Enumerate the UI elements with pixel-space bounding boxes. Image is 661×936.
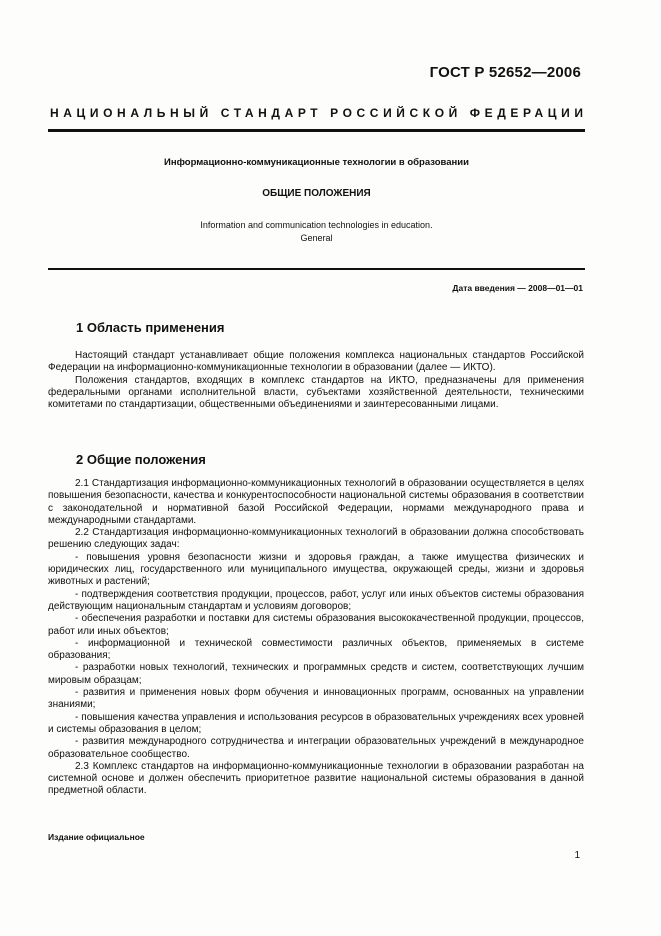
list-item: - подтверждения соответствия продукции, процессов, работ, услуг или иных объектов системы образования действующим национальным стандартам и условиям договоров; <box>48 588 584 612</box>
section-1-heading: 1 Область применения <box>76 320 225 335</box>
header-rule <box>48 129 585 132</box>
title-rule <box>48 268 585 270</box>
english-title <box>48 219 585 245</box>
page-number: 1 <box>574 850 580 861</box>
list-item: - разработки новых технологий, технических и программных средств и систем, соответствующих лучшим мировым образцам; <box>48 662 584 686</box>
paragraph: 2.3 Комплекс стандартов на информационно-коммуникационные технологии в образовании разработан на системной основе и должен обеспечить приоритетное развитие национальной системы образования в данной предметной области. <box>48 760 584 797</box>
section-2-heading: 2 Общие положения <box>76 452 206 467</box>
list-item: - развития и применения новых форм обучения и инновационных программ, основанных на управлении знаниями; <box>48 687 584 711</box>
national-standard-header: НАЦИОНАЛЬНЫЙ СТАНДАРТ РОССИЙСКОЙ ФЕДЕРАЦИИ <box>50 106 588 120</box>
list-item: - повышения уровня безопасности жизни и здоровья граждан, а также имущества физических и юридических лиц, государственного или муниципального имущества, окружающей среды, жизни и здоровья животных и растений; <box>48 551 584 588</box>
paragraph: 2.2 Стандартизация информационно-коммуникационных технологий в образовании должна способствовать решению следующих задач: <box>48 527 584 551</box>
document-subtitle: ОБЩИЕ ПОЛОЖЕНИЯ <box>262 188 371 199</box>
paragraph: 2.1 Стандартизация информационно-коммуникационных технологий в образовании осуществляется в целях повышения безопасности, качества и конкурентоспособности национальной системы образования в соответствии с законодательной и нормативной базой Российской Федерации, нормами международного права и международными стандартами. <box>48 478 584 526</box>
paragraph: Настоящий стандарт устанавливает общие положения комплекса национальных стандартов Российской Федерации на информационно-коммуникационные технологии в образовании (далее — ИКТО). <box>48 350 584 374</box>
document-title: Информационно-коммуникационные технологии в образовании <box>164 157 469 168</box>
list-item: - развития международного сотрудничества и интеграции образовательных учреждений в международное образовательное сообщество. <box>48 736 584 760</box>
english-title-line-2: General <box>300 233 333 243</box>
list-item: - информационной и технической совместимости различных объектов, применяемых в системе образования; <box>48 637 584 662</box>
section-2-body <box>48 478 584 798</box>
english-title-line-1: Information and communication technologies in education. <box>200 220 433 230</box>
list-item: - обеспечения разработки и поставки для системы образования высококачественной продукции, процессов, работ или иных объектов; <box>48 613 584 637</box>
official-edition-label: Издание официальное <box>48 832 145 842</box>
paragraph: Положения стандартов, входящих в комплекс стандартов на ИКТО, предназначены для применения федеральными органами исполнительной власти, субъектами хозяйственной деятельности, техническими комитетами по стандартизации, общественными объединениями и заинтересованными лицами. <box>48 374 584 411</box>
standard-number: ГОСТ Р 52652—2006 <box>429 64 581 81</box>
list-item: - повышения качества управления и использования ресурсов в образовательных учреждениях всех уровней и системы образования в целом; <box>48 711 584 735</box>
introduction-date: Дата введения — 2008—01—01 <box>452 283 583 293</box>
section-1-body <box>48 350 584 411</box>
